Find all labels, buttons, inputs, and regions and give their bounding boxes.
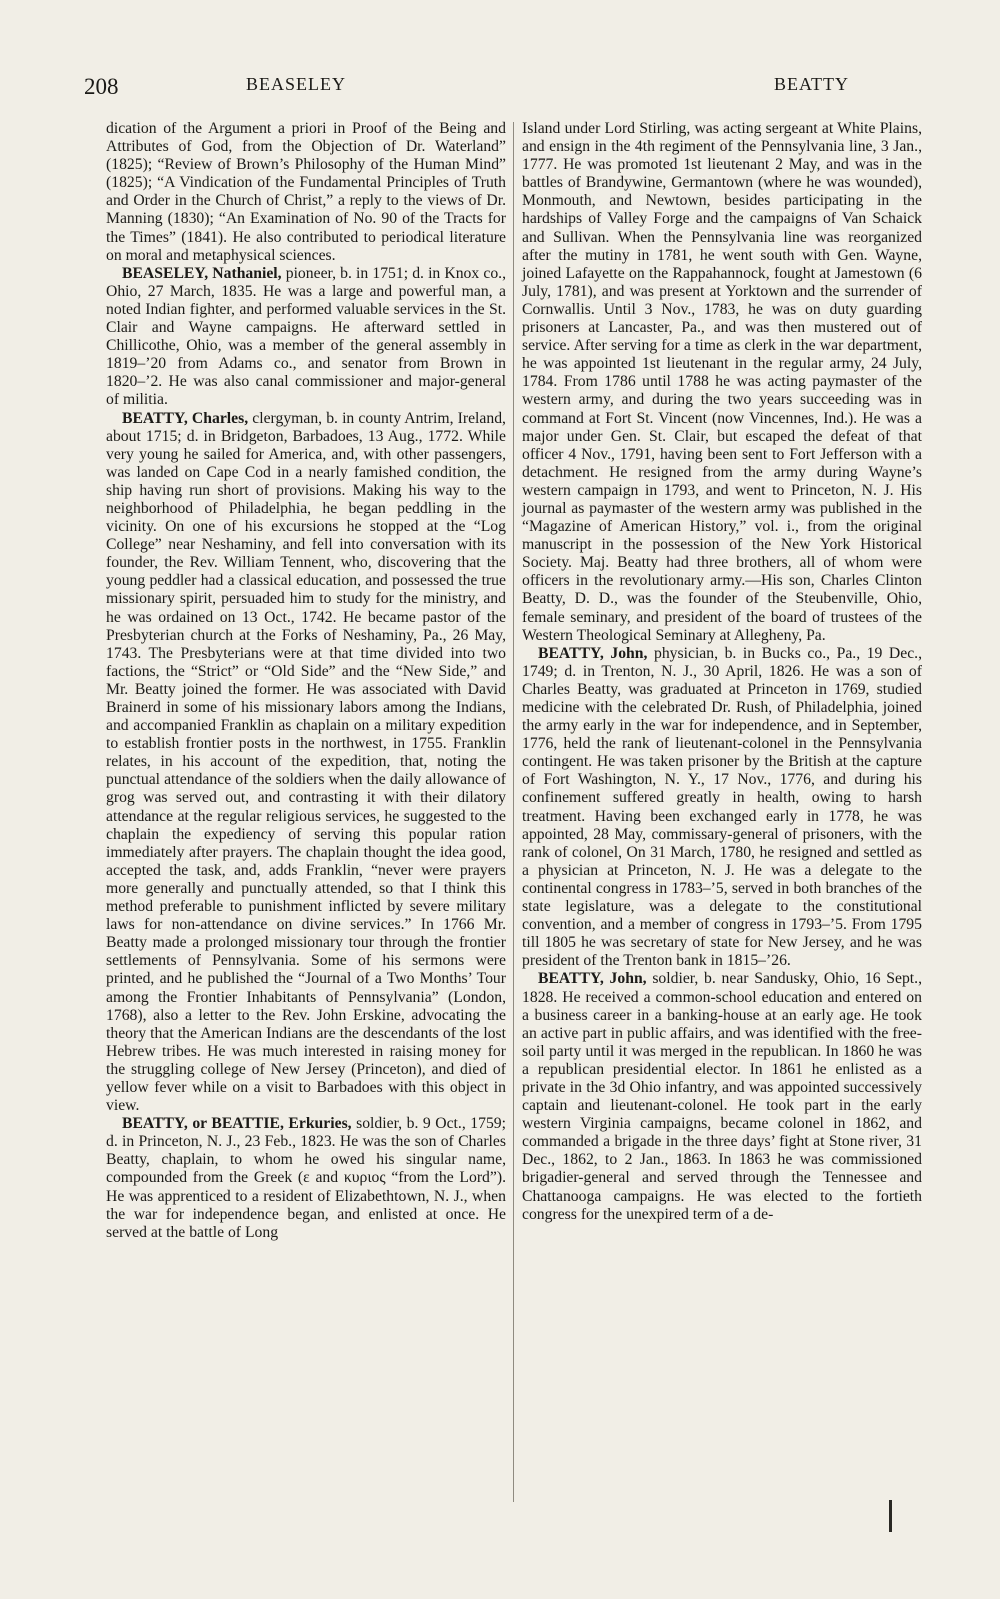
entry-body: soldier, b. 9 Oct., 1759; d. in Princeton, N. J., 23 Feb., 1823. He was the son of Charles Beatty, chaplain, to whom he owed his singular name, compounded from the Greek (ε and κυριος “from the Lord”). He was apprenticed to a resident of Elizabethtown, N. J., when the war for independence began, and enlisted at once. He served at the battle of Long: [106, 1115, 506, 1241]
running-header: [84, 68, 849, 102]
entry-body: clergyman, b. in county Antrim, Ireland, about 1715; d. in Bridgeton, Barbadoes, 13 Aug., 1772. While very young he sailed for America, and, with other passengers, was landed on Cape Cod in a nearly famished condition, the ship having run short of provisions. Making his way to the neighborhood of Philadelphia, he began peddling in the vicinity. On one of his excursions he stopped at the “Log College” near Neshaminy, and fell into conversation with its founder, the Rev. William Tennent, who, discovering that the young peddler had a classical education, and possessed the true missionary spirit, persuaded him to study for the ministry, and he was ordained on 13 Oct., 1742. He became pastor of the Presbyterian church at the Forks of Neshaminy, Pa., 26 May, 1743. The Presbyterians were at that time divided into two factions, the “Strict” or “Old Side” and the “New Side,” and Mr. Beatty joined the former. He was associated with David Brainerd in some of his missionary labors among the Indians, and accompanied Franklin as chaplain on a military expedition to establish frontier posts in the northwest, in 1755. Franklin relates, in his account of the expedition, that, noting the punctual attendance of the soldiers when the daily allowance of grog was served out, and contrasting it with their dilatory attendance at the regular religious services, he suggested to the chaplain the expediency of serving this popular ration immediately after prayers. The chaplain thought the idea good, accepted the task, and, adds Franklin, “never were prayers more generally and punctually attended, so that I think this method preferable to punishment inflicted by severe military laws for non-attendance on divine services.” In 1766 Mr. Beatty made a prolonged missionary tour through the frontier settlements of Pennsylvania. Some of his sermons were printed, and he published the “Journal of a Two Months’ Tour among the Frontier Inhabitants of Pennsylvania” (London, 1768), also a letter to the Rev. John Erskine, advocating the theory that the American Indians are the descendants of the lost Hebrew tribes. He was much interested in raising money for the struggling college of New Jersey (Princeton), and died of yellow fever while on a visit to Barbadoes with this object in view.: [106, 409, 506, 1115]
right-column: [522, 120, 922, 1224]
entry-body: physician, b. in Bucks co., Pa., 19 Dec., 1749; d. in Trenton, N. J., 30 April, 1826. He was a son of Charles Beatty, was graduated at Princeton in 1769, studied medicine with the celebrated Dr. Rush, of Philadelphia, joined the army early in the war for independence, and in September, 1776, held the rank of lieutenant-colonel in the Pennsylvania contingent. He was taken prisoner by the British at the capture of Fort Washington, N. Y., 17 Nov., 1776, and during his confinement suffered greatly in health, owing to harsh treatment. Having been exchanged early in 1778, he was appointed, 28 May, commissary-general of prisoners, with the rank of colonel, On 31 March, 1780, he resigned and settled as a physician at Princeton, N. J. He was a delegate to the continental congress in 1783–’5, served in both branches of the state legislature, was a delegate to the constitutional convention, and a member of congress in 1793–’5. From 1795 till 1805 he was secretary of state for New Jersey, and he was president of the Trenton bank in 1815–’26.: [522, 644, 922, 970]
column-divider: [513, 122, 514, 1502]
entry-beatty-john-soldier: [522, 970, 922, 1223]
entry-beatty-john-physician: [522, 645, 922, 971]
continued-paragraph: Island under Lord Stirling, was acting sergeant at White Plains, and ensign in the 4th regiment of the Pennsylvania line, 3 Jan., 1777. He was promoted 1st lieutenant 2 May, and was in the battles of Brandywine, Germantown (where he was wounded), Monmouth, and Newtown, besides participating in the hardships of Valley Forge and the campaigns of Van Schaick and Sullivan. When the Pennsylvania line was reorganized after the mutiny in 1781, he went south with Gen. Wayne, joined Lafayette on the Rappahannock, fought at Jamestown (6 July, 1781), and was present at Yorktown and the surrender of Cornwallis. Until 3 Nov., 1783, he was on duty guarding prisoners at Lancaster, Pa., and was then mustered out of service. After serving for a time as clerk in the war department, he was appointed 1st lieutenant in the regular army, 24 July, 1784. From 1786 until 1788 he was acting paymaster of the western army, and during the two years succeeding was in command at Fort St. Vincent (now Vincennes, Ind.). He was a major under Gen. St. Clair, but escaped the defeat of that officer 4 Nov., 1791, having been sent to Fort Jefferson with a detachment. He resigned from the army during Wayne’s western campaign in 1793, and went to Princeton, N. J. His journal as paymaster of the western army was published in the “Magazine of American History,” vol. i., from the original manuscript in the possession of the New York Historical Society. Maj. Beatty had three brothers, all of whom were officers in the revolutionary army.—His son, Charles Clinton Beatty, D. D., was the founder of the Steubenville, Ohio, female seminary, and president of the board of trustees of the Western Theological Seminary at Allegheny, Pa.: [522, 120, 922, 644]
page-number: 208: [84, 74, 119, 99]
scan-mark: [889, 1500, 892, 1532]
entry-beatty-erkuries: [106, 1115, 506, 1242]
entry-beatty-charles: [106, 410, 506, 1116]
header-left-word: BEASELEY: [246, 74, 346, 94]
entry-headword: BEATTY, John,: [538, 970, 647, 988]
entry-body: pioneer, b. in 1751; d. in Knox co., Ohio, 27 March, 1835. He was a large and powerful man, a noted Indian fighter, and performed valuable services in the St. Clair and Wayne campaigns. He afterward settled in Chillicothe, Ohio, was a member of the general assembly in 1819–’20 from Adams co., and senator from Brown in 1820–’2. He was also canal commissioner and major-general of militia.: [106, 264, 507, 409]
entry-headword: BEATTY, Charles,: [122, 409, 249, 427]
entry-headword: BEASELEY, Nathaniel,: [122, 264, 282, 282]
header-right-word: BEATTY: [774, 74, 849, 94]
left-column: [106, 120, 506, 1242]
entry-headword: BEATTY, or BEATTIE, Erkuries,: [122, 1115, 352, 1133]
entry-headword: BEATTY, John,: [538, 644, 648, 662]
continued-paragraph: dication of the Argument a priori in Proof of the Being and Attributes of God, from the Objection of Dr. Waterland” (1825); “Review of Brown’s Philosophy of the Human Mind” (1825); “A Vindication of the Fundamental Principles of Truth and Order in the Church of Christ,” a reply to the views of Dr. Manning (1830); “An Examination of No. 90 of the Tracts for the Times” (1841). He also contributed to periodical literature on moral and metaphysical sciences.: [106, 120, 506, 264]
entry-body: soldier, b. near Sandusky, Ohio, 16 Sept., 1828. He received a common-school education and entered on a business career in a banking-house at an early age. He took an active part in public affairs, and was identified with the free-soil party until it was merged in the republican. In 1860 he was a republican presidential elector. In 1861 he enlisted as a private in the 3d Ohio infantry, and was appointed successively captain and lieutenant-colonel. He took part in the early western Virginia campaigns, became colonel in 1862, and commanded a brigade in the three days’ fight at Stone river, 31 Dec., 1862, to 2 Jan., 1863. In 1863 he was commissioned brigadier-general and served through the Tennessee and Chattanooga campaigns. He was elected to the fortieth congress for the unexpired term of a de-: [522, 970, 922, 1223]
entry-beaseley-nathaniel: [106, 265, 506, 410]
